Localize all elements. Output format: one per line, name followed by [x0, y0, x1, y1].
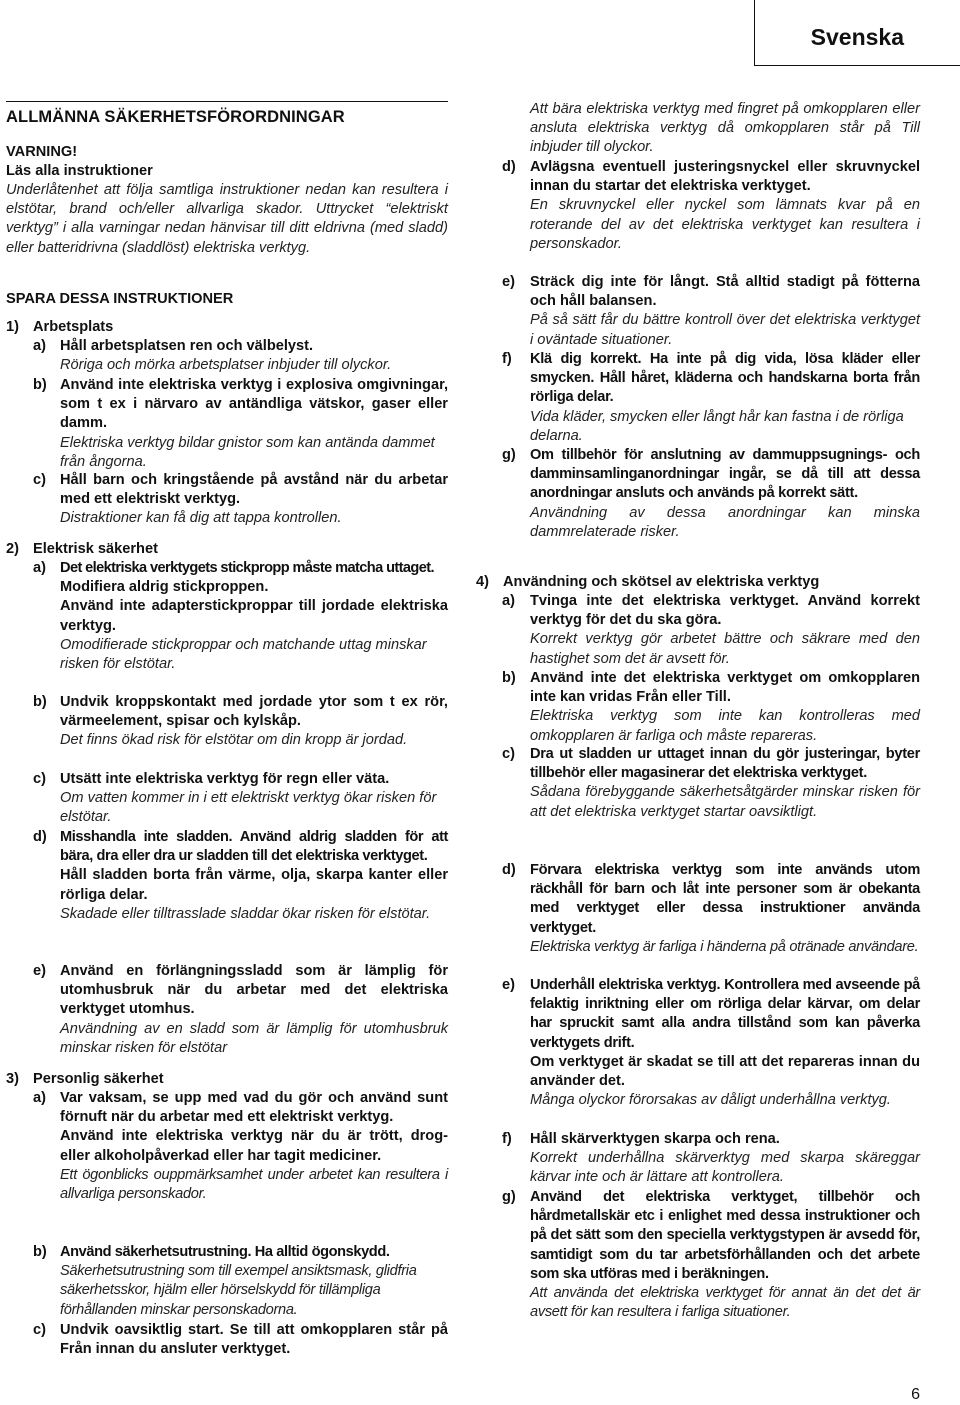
item-italic-text: Distraktioner kan få dig att tappa kontrollen. — [60, 510, 342, 527]
list-item-3g — [502, 446, 920, 542]
item-bold-text: Använd det elektriska verktyget, tillbehör och hårdmetallskär etc i enlighet med dessa instruktioner och på det sätt som den speciella verktygstypen är avsedd för, samtidigt som du tar arbetsförhållanden och det arbete som ska utföras med i beräkningen. — [530, 1189, 920, 1282]
item-bold-text: Var vaksam, se upp med vad du gör och använd sunt förnuft när du arbetar med ett elektriskt verktyg. — [60, 1090, 448, 1126]
item-italic-text: Ett ögonblicks ouppmärksamhet under arbetet kan resultera i allvarliga personskador. — [60, 1166, 448, 1203]
list-item-3c — [33, 1321, 448, 1359]
list-item-1a — [33, 337, 448, 375]
list-item-2e — [33, 962, 448, 1058]
list-item-3d — [502, 158, 920, 254]
section-number: 2) — [6, 541, 19, 557]
item-label: g) — [502, 1189, 516, 1205]
item-label: a) — [502, 593, 515, 609]
item-italic-text: På så sätt får du bättre kontroll över det elektriska verktyget i oväntade situationer. — [530, 312, 920, 348]
item-label: g) — [502, 447, 516, 463]
item-bold-text: Underhåll elektriska verktyg. Kontrollera med avseende på felaktig inriktning eller om rörliga delar kärvar, om delar har spruckit samt alla andra tillstånd som kan påverka verktygets drift. — [530, 977, 920, 1051]
list-item-3b — [33, 1243, 448, 1320]
item-bold-text: Håll barn och kringstående på avstånd när du arbetar med ett elektriskt verktyg. — [60, 472, 448, 508]
item-bold-text: Avlägsna eventuell justeringsnyckel eller skruvnyckel innan du startar det elektriska verktyget. — [530, 159, 920, 195]
item-italic-text: Att använda det elektriska verktyget för annat än det det är avsett för kan resultera i farliga situationer. — [530, 1285, 920, 1321]
item-italic-text: Det finns ökad risk för elstötar om din kropp är jordad. — [60, 732, 408, 749]
section-2-heading — [6, 540, 158, 559]
item-italic-text: Användning av dessa anordningar kan minska dammrelaterade risker. — [530, 504, 920, 540]
section-title: Personlig säkerhet — [33, 1071, 164, 1087]
item-label: b) — [33, 1244, 47, 1260]
item-bold-text: Tvinga inte det elektriska verktyget. Använd korrekt verktyg för det du ska göra. — [530, 593, 920, 629]
item-label: d) — [33, 829, 47, 845]
section-4-heading — [476, 573, 819, 592]
page-number: 6 — [911, 1386, 920, 1403]
item-italic-text: Elektriska verktyg som inte kan kontrolleras med omkopplaren är farliga och måste repareras. — [530, 708, 920, 744]
list-item-4e — [502, 976, 920, 1110]
item-bold-text-2: Modifiera aldrig stickproppen. — [60, 579, 269, 596]
item-italic-text: Omodifierade stickproppar och matchande uttag minskar risken för elstötar. — [60, 636, 427, 673]
item-bold-text: Använd inte elektriska verktyg i explosiva omgivningar, som t ex i närvaro av antändliga vätskor, gaser eller damm. — [60, 377, 448, 432]
list-item-4g — [502, 1188, 920, 1322]
item-label: e) — [502, 274, 515, 290]
list-item-3e — [502, 273, 920, 350]
item-bold-text-3: Använd inte adapterstickproppar till jordade elektriska verktyg. — [60, 598, 448, 634]
list-item-4a — [502, 592, 920, 669]
item-italic-text: Skadade eller tilltrasslade sladdar ökar risken för elstötar. — [60, 905, 431, 922]
section-number: 4) — [476, 574, 489, 590]
item-italic-text: En skruvnyckel eller nyckel som lämnats kvar på en roterande del av det elektriska verktyget kan resultera i personskador. — [530, 197, 920, 252]
item-italic-text: Om vatten kommer in i ett elektriskt verktyg ökar risken för elstötar. — [60, 790, 437, 826]
item-label: f) — [502, 351, 512, 367]
list-item-1c — [33, 471, 448, 529]
item-label: a) — [33, 560, 46, 576]
list-item-4c — [502, 745, 920, 822]
item-bold-text: Undvik oavsiktlig start. Se till att omkopplaren står på Från innan du ansluter verktyget. — [60, 1322, 448, 1358]
language-tab — [754, 0, 960, 66]
item-bold-text: Använd säkerhetsutrustning. Ha alltid ögonskydd. — [60, 1244, 390, 1260]
intro-text: Underlåtenhet att följa samtliga instruktioner nedan kan resultera i elstötar, brand och/eller allvarliga skador. Uttrycket “elektriskt verktyg” i alla varningar nedan hänvisar till ditt eldrivna (med sladd) eller batteridrivna (sladdlöst) elektriska verktyg. — [6, 182, 448, 256]
item-bold-text: Använd en förlängningssladd som är lämplig för utomhusbruk när du arbetar med det elektriska verktyget utomhus. — [60, 963, 448, 1018]
item-bold-text: Använd inte det elektriska verktyget om omkopplaren inte kan vridas Från eller Till. — [530, 670, 920, 706]
list-item-2d — [33, 828, 448, 924]
item-italic-text: Korrekt verktyg gör arbetet bättre och säkrare med den hastighet som det är avsett för. — [530, 631, 920, 667]
item-label: a) — [33, 1090, 46, 1106]
item-italic-text: Röriga och mörka arbetsplatser inbjuder till olyckor. — [60, 357, 392, 374]
section-number: 1) — [6, 319, 19, 335]
section-number: 3) — [6, 1071, 19, 1087]
section-3-heading — [6, 1070, 164, 1089]
item-italic-text: Många olyckor förorsakas av dåligt underhållna verktyg. — [530, 1092, 891, 1109]
section-title: Elektrisk säkerhet — [33, 541, 158, 557]
list-item-2c — [33, 770, 448, 828]
section-title: Arbetsplats — [33, 319, 114, 335]
item-italic-text: Vida kläder, smycken eller långt hår kan fastna i de rörliga delarna. — [530, 408, 904, 444]
item-label: d) — [502, 862, 516, 878]
list-item-4f — [502, 1130, 920, 1188]
page-title: ALLMÄNNA SÄKERHETSFÖRORDNINGAR — [6, 101, 448, 128]
language-label: Svenska — [810, 24, 904, 50]
item-label: e) — [502, 977, 515, 993]
item-bold-text: Klä dig korrekt. Ha inte på dig vida, lösa kläder eller smycken. Håll håret, kläderna och handskarna borta från rörliga delar. — [530, 351, 920, 406]
item-bold-text: Håll skärverktygen skarpa och rena. — [530, 1131, 780, 1147]
list-item-2a — [33, 559, 448, 674]
item-label: b) — [33, 694, 47, 710]
item-bold-text: Sträck dig inte för långt. Stå alltid stadigt på fötterna och håll balansen. — [530, 274, 920, 310]
item-label: d) — [502, 159, 516, 175]
list-item-4d — [502, 861, 920, 957]
item-bold-text: Det elektriska verktygets stickpropp måste matcha uttaget. — [60, 560, 434, 576]
item-label: c) — [33, 1322, 46, 1338]
list-item-3a — [33, 1089, 448, 1204]
item-bold-text-2: Använd inte elektriska verktyg när du är trött, drog- eller alkoholpåverkad eller har tagit mediciner. — [60, 1128, 448, 1164]
item-italic-text: Säkerhetsutrustning som till exempel ansiktsmask, glidfria säkerhetsskor, hjälm eller hörselskydd för tillämpliga förhållanden minskar personskadorna. — [60, 1263, 417, 1318]
item-label: e) — [33, 963, 46, 979]
item-italic-text: Användning av en sladd som är lämplig för utomhusbruk minskar risken för elstötar — [60, 1020, 448, 1056]
item-bold-text: Håll arbetsplatsen ren och välbelyst. — [60, 338, 314, 354]
item-bold-text: Dra ut sladden ur uttaget innan du gör justeringar, byter tillbehör eller magasinerar det elektriska verktyget. — [530, 746, 920, 782]
section-title: Användning och skötsel av elektriska verktyg — [503, 574, 820, 590]
item-label: f) — [502, 1131, 512, 1147]
item-label: b) — [502, 670, 516, 686]
item-bold-text: Utsätt inte elektriska verktyg för regn eller väta. — [60, 771, 390, 787]
item-italic-text: Korrekt underhållna skärverktyg med skarpa skäreggar kärvar inte och är lättare att kontrollera. — [530, 1150, 920, 1186]
continued-italic-text: Att bära elektriska verktyg med fingret på omkopplaren eller ansluta elektriska verktyg då omkopplaren står på Till inbjuder till olyckor. — [530, 101, 920, 156]
item-label: c) — [33, 771, 46, 787]
list-item-3f — [502, 350, 920, 446]
item-italic-text: Elektriska verktyg är farliga i händerna på otränade användare. — [530, 938, 919, 955]
item-label: c) — [33, 472, 46, 488]
section-1-heading — [6, 318, 113, 337]
item-bold-text-2: Håll sladden borta från värme, olja, skarpa kanter eller rörliga delar. — [60, 867, 448, 903]
read-all-heading: Läs alla instruktioner — [6, 163, 153, 179]
save-instructions-heading: SPARA DESSA INSTRUKTIONER — [6, 291, 234, 307]
item-bold-text-2: Om verktyget är skadat se till att det repareras innan du använder det. — [530, 1053, 920, 1090]
item-bold-text: Undvik kroppskontakt med jordade ytor som t ex rör, värmeelement, spisar och kylskåp. — [60, 694, 448, 730]
item-label: c) — [502, 746, 515, 762]
item-label: a) — [33, 338, 46, 354]
warning-heading: VARNING! — [6, 144, 78, 160]
item-bold-text: Om tillbehör för anslutning av dammuppsugnings- och damminsamlinganordningar ingår, se då till att dessa anordningar ansluts och används på korrekt sätt. — [530, 447, 920, 502]
list-item-1b — [33, 376, 448, 472]
item-label: b) — [33, 377, 47, 393]
item-italic-text: Elektriska verktyg bildar gnistor som kan antända dammet från ångorna. — [60, 434, 435, 470]
list-item-2b — [33, 693, 448, 751]
list-item-4b — [502, 669, 920, 746]
item-bold-text: Förvara elektriska verktyg som inte används utom räckhåll för barn och låt inte personer som är obekanta med verktyget eller dessa instruktioner använda verktyget. — [530, 862, 920, 936]
item-bold-text: Misshandla inte sladden. Använd aldrig sladden för att bära, dra eller dra ur sladden till det elektriska verktyget. — [60, 829, 448, 865]
item-italic-text: Sådana förebyggande säkerhetsåtgärder minskar risken för att det elektriska verktyget startar oavsiktligt. — [530, 784, 920, 820]
